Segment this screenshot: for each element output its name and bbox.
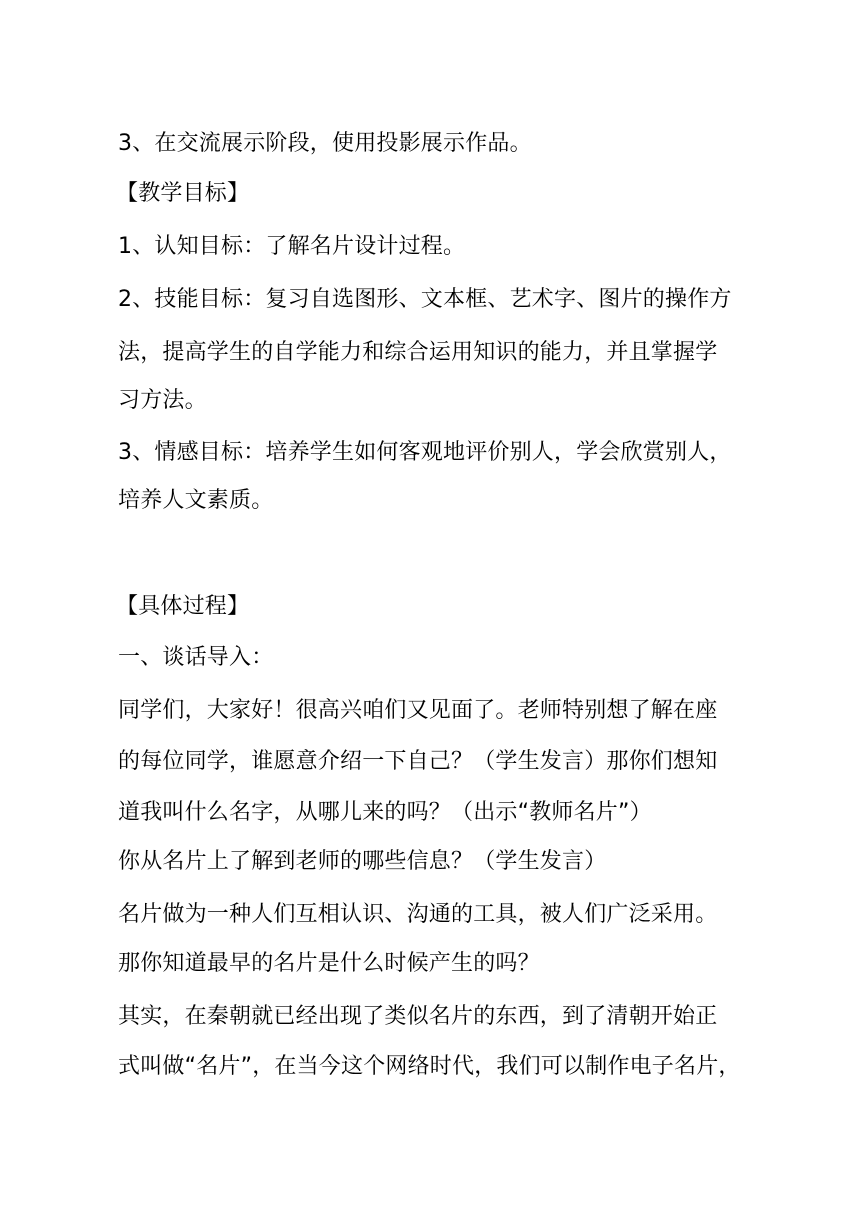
paragraph-line: 2、技能目标：复习自选图形、文本框、艺术字、图片的操作方	[118, 287, 732, 312]
paragraph-line: 3、情感目标：培养学生如何客观地评价别人，学会欣赏别人，	[118, 440, 732, 465]
paragraph-line: 习方法。	[118, 388, 207, 413]
paragraph-line: 培养人文素质。	[118, 488, 274, 513]
paragraph-line: 名片做为一种人们互相认识、沟通的工具，被人们广泛采用。	[118, 902, 718, 927]
paragraph-line: 3、在交流展示阶段，使用投影展示作品。	[118, 131, 532, 156]
section-heading: 【具体过程】	[116, 594, 250, 619]
paragraph-line: 其实，在秦朝就已经出现了类似名片的东西，到了清朝开始正	[118, 1004, 718, 1029]
paragraph-line: 法，提高学生的自学能力和综合运用知识的能力，并且掌握学	[118, 340, 718, 365]
paragraph-line: 那你知道最早的名片是什么时候产生的吗？	[118, 951, 540, 976]
paragraph-line: 的每位同学，谁愿意介绍一下自己？（学生发言）那你们想知	[118, 749, 718, 774]
paragraph-line: 道我叫什么名字，从哪儿来的吗？（出示“教师名片”）	[118, 800, 652, 825]
paragraph-line: 一、谈话导入：	[118, 645, 274, 670]
paragraph-line: 1、认知目标：了解名片设计过程。	[118, 234, 466, 259]
paragraph-line: 你从名片上了解到老师的哪些信息？（学生发言）	[118, 849, 607, 874]
paragraph-line: 同学们，大家好！很高兴咱们又见面了。老师特别想了解在座	[118, 698, 718, 723]
paragraph-line: 式叫做“名片”，在当今这个网络时代，我们可以制作电子名片，	[118, 1054, 741, 1079]
section-heading: 【教学目标】	[116, 181, 250, 206]
